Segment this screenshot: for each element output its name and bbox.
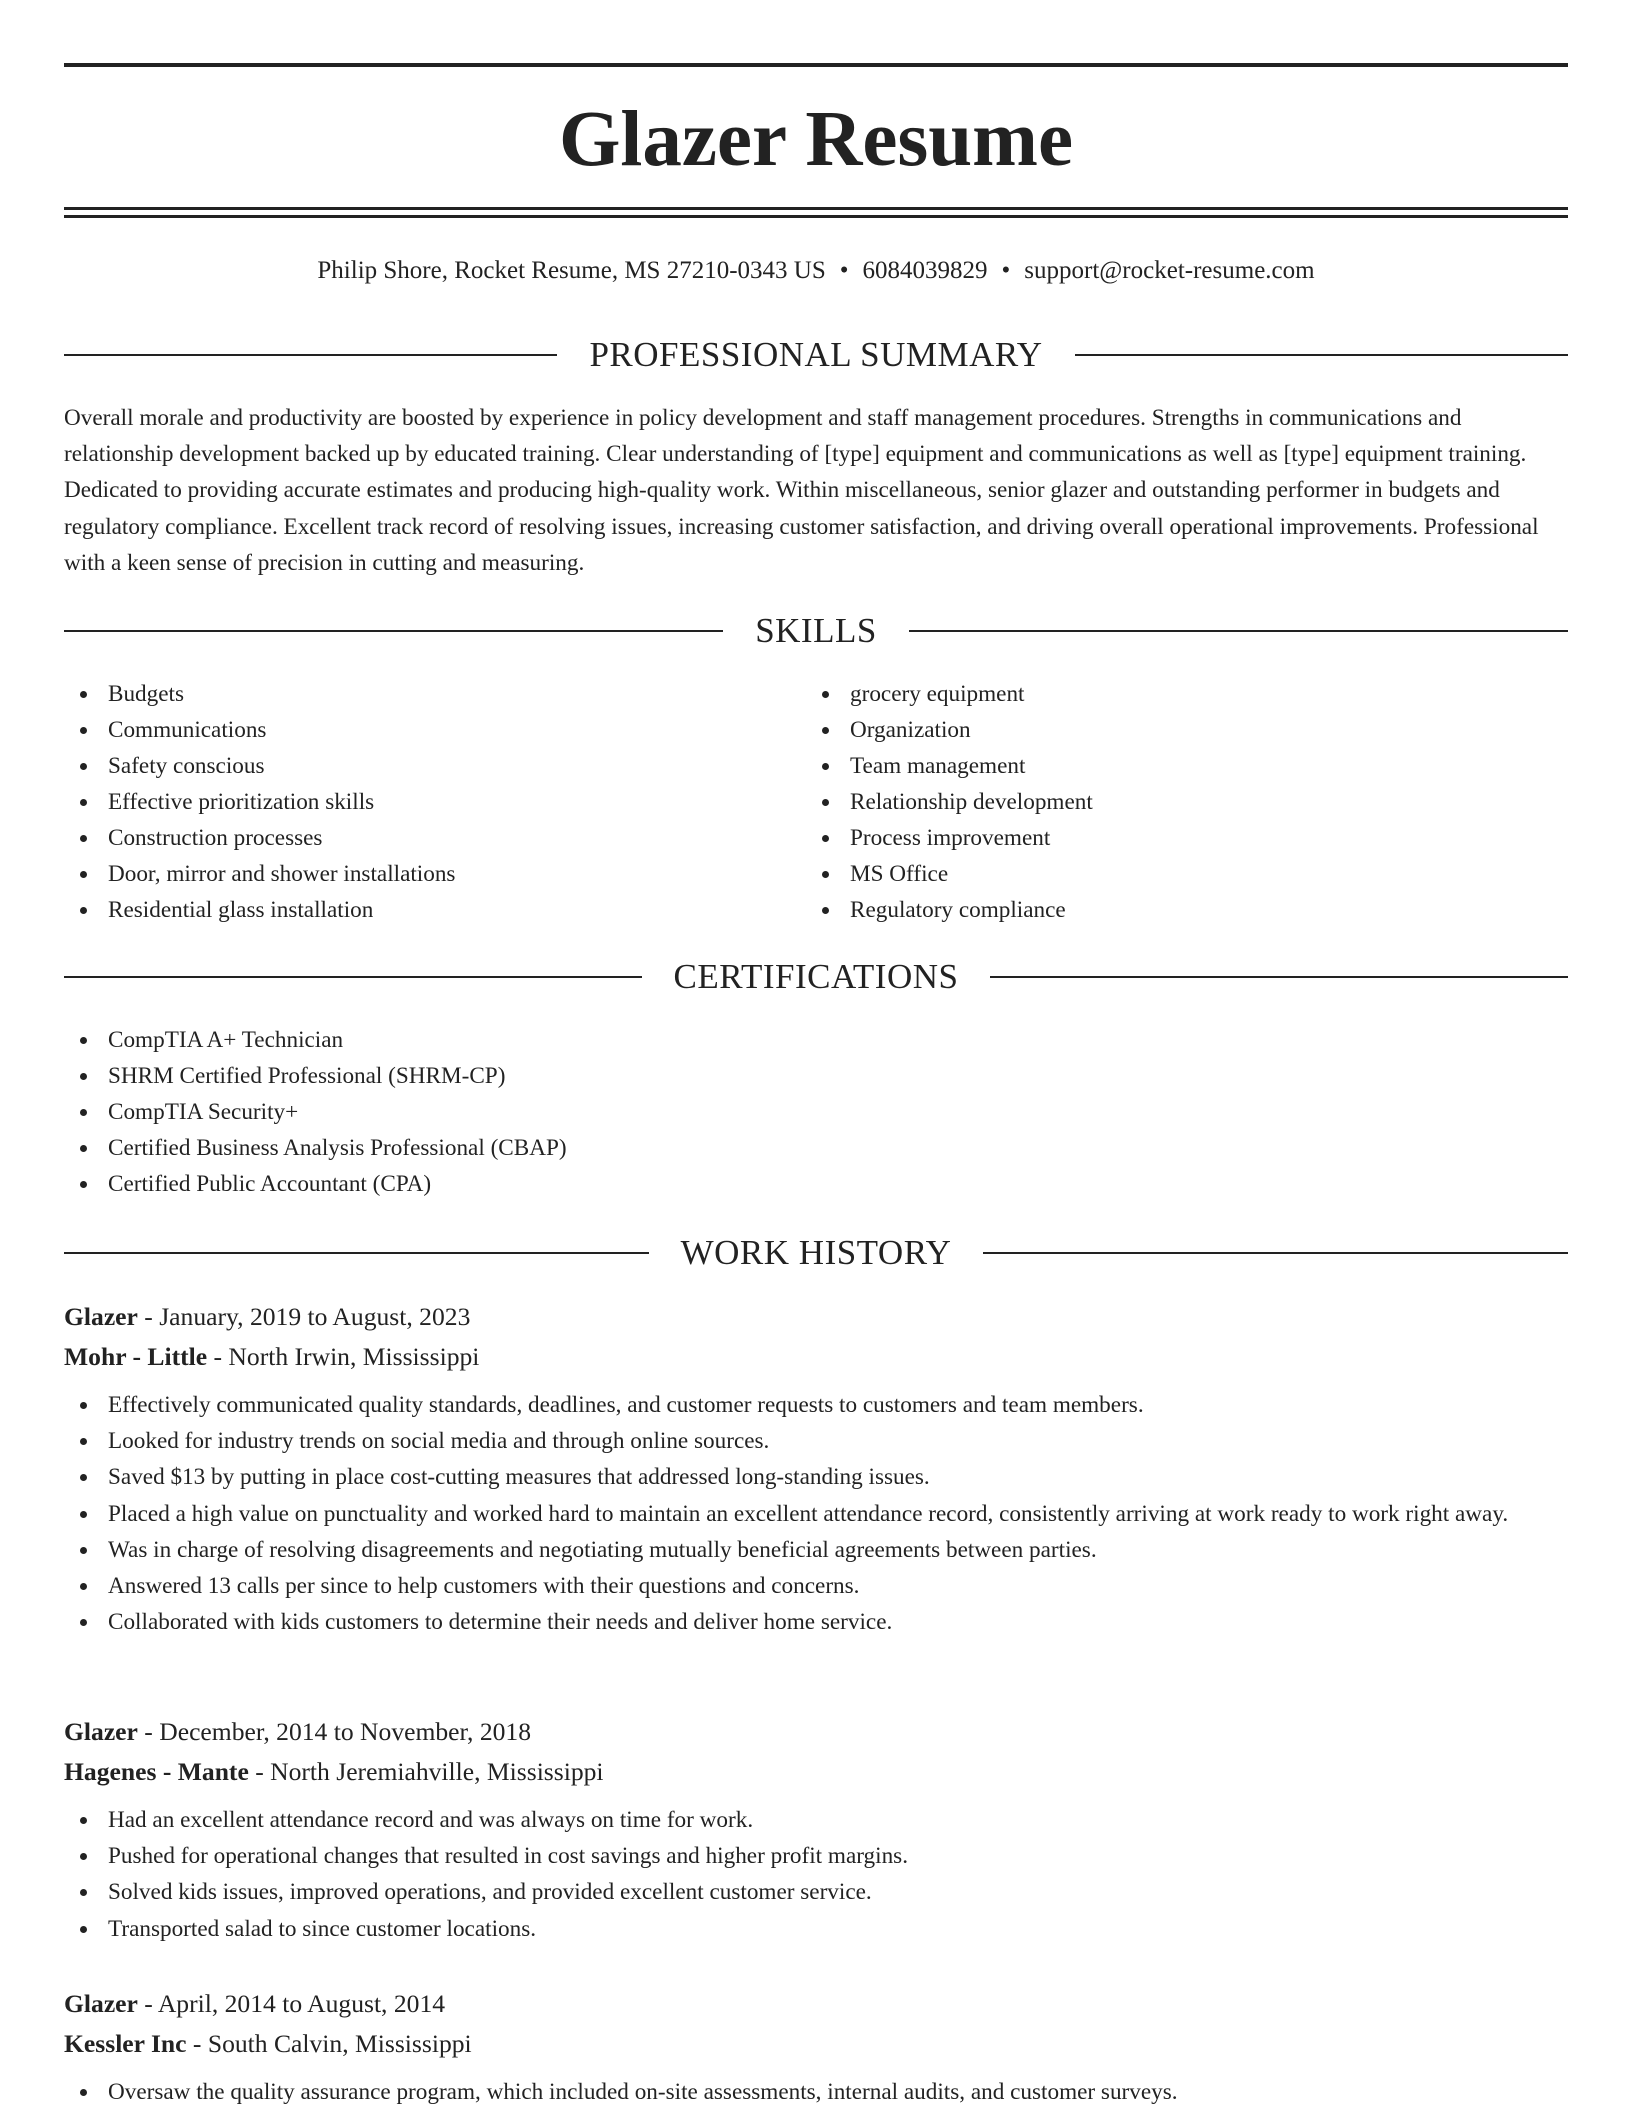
job-bullet: Effectively communicated quality standards, deadlines, and customer requests to customers and team members. xyxy=(64,1387,1568,1423)
skill-item: grocery equipment xyxy=(806,676,1506,712)
skill-item: Door, mirror and shower installations xyxy=(64,856,764,892)
certification-item: CompTIA A+ Technician xyxy=(64,1022,1064,1058)
job-bullet: Placed a high value on punctuality and worked hard to maintain an excellent attendance record, consistently arriving at work ready to work right away. xyxy=(64,1496,1568,1532)
heading-rule xyxy=(64,354,557,356)
job-company: Kessler Inc xyxy=(64,2029,187,2058)
skill-item: Construction processes xyxy=(64,820,764,856)
skills-heading-text: SKILLS xyxy=(755,611,877,650)
job-title: Glazer xyxy=(64,1989,138,2018)
work-history-heading xyxy=(64,1231,1568,1275)
job-company: Hagenes - Mante xyxy=(64,1757,249,1786)
skill-item: Effective prioritization skills xyxy=(64,784,764,820)
job-bullets xyxy=(64,2074,1568,2110)
skills-list-right xyxy=(806,676,1506,928)
job-entry xyxy=(64,1712,1568,1947)
job-bullet: Answered 13 calls per since to help customers with their questions and concerns. xyxy=(64,1568,1568,1604)
contact-phone: 6084039829 xyxy=(862,257,988,284)
heading-rule xyxy=(983,1252,1568,1254)
resume-page xyxy=(64,0,1568,2112)
job-title-line xyxy=(64,1712,1568,1752)
contact-email: support@rocket-resume.com xyxy=(1024,257,1315,284)
resume-title: Glazer Resume xyxy=(558,96,1074,183)
heading-rule xyxy=(909,630,1568,632)
skill-item: Communications xyxy=(64,712,764,748)
job-title: Glazer xyxy=(64,1302,138,1331)
job-bullets xyxy=(64,1802,1568,1947)
job-company-line xyxy=(64,1752,1568,1792)
header-rule-lower xyxy=(64,215,1568,218)
job-entry xyxy=(64,1297,1568,1640)
summary-text: Overall morale and productivity are boosted by experience in policy development and staff management procedures. Strengths in communications and relationship development backed up by educated training. Clear understanding of [type] equipment and communications as well as [type] equipment training. Dedicated to providing accurate estimates and producing high-quality work. Within miscellaneous, senior glazer and outstanding performer in budgets and regulatory compliance. Excellent track record of resolving issues, increasing customer satisfaction, and driving overall operational improvements. Professional with a keen sense of precision in cutting and measuring. xyxy=(64,405,1539,576)
skill-item: Safety conscious xyxy=(64,748,764,784)
heading-rule xyxy=(64,1252,649,1254)
job-title: Glazer xyxy=(64,1717,138,1746)
heading-rule xyxy=(1075,354,1568,356)
job-title-line xyxy=(64,1297,1568,1337)
job-bullet: Oversaw the quality assurance program, which included on-site assessments, internal audits, and customer surveys. xyxy=(64,2074,1568,2110)
certification-item: Certified Business Analysis Professional (CBAP) xyxy=(64,1130,1064,1166)
skill-item: Organization xyxy=(806,712,1506,748)
skill-item: Relationship development xyxy=(806,784,1506,820)
skill-item: MS Office xyxy=(806,856,1506,892)
job-dates: - January, 2019 to August, 2023 xyxy=(137,1302,471,1331)
certifications-heading-text: CERTIFICATIONS xyxy=(673,957,959,996)
skills-list-left xyxy=(64,676,764,928)
job-bullet: Transported salad to since customer locations. xyxy=(64,1911,1568,1947)
contact-separator: • xyxy=(839,257,849,284)
skill-item: Residential glass installation xyxy=(64,892,764,928)
contact-separator: • xyxy=(1001,257,1011,284)
heading-rule xyxy=(990,976,1568,978)
job-location: - South Calvin, Mississippi xyxy=(186,2029,472,2058)
skill-item: Regulatory compliance xyxy=(806,892,1506,928)
contact-address: Philip Shore, Rocket Resume, MS 27210-0343 US xyxy=(317,257,826,284)
summary-heading-text: PROFESSIONAL SUMMARY xyxy=(589,335,1043,374)
job-company-line xyxy=(64,2024,1568,2064)
certification-item: Certified Public Accountant (CPA) xyxy=(64,1166,1064,1202)
job-bullet: Was in charge of resolving disagreements and negotiating mutually beneficial agreements between parties. xyxy=(64,1532,1568,1568)
skills-heading xyxy=(64,609,1568,653)
job-location: - North Jeremiahville, Mississippi xyxy=(248,1757,604,1786)
job-entry xyxy=(64,1984,1568,2110)
summary-heading xyxy=(64,333,1568,377)
job-bullet: Had an excellent attendance record and was always on time for work. xyxy=(64,1802,1568,1838)
certification-item: SHRM Certified Professional (SHRM-CP) xyxy=(64,1058,1064,1094)
job-company-line xyxy=(64,1337,1568,1377)
skill-item: Budgets xyxy=(64,676,764,712)
heading-rule xyxy=(64,976,642,978)
contact-info xyxy=(64,254,1568,288)
certifications-heading xyxy=(64,955,1568,999)
skill-item: Process improvement xyxy=(806,820,1506,856)
header-rule-upper xyxy=(64,207,1568,210)
job-title-line xyxy=(64,1984,1568,2024)
header-top-rule xyxy=(64,63,1568,67)
job-bullet: Pushed for operational changes that resulted in cost savings and higher profit margins. xyxy=(64,1838,1568,1874)
certifications-list xyxy=(64,1022,1064,1202)
job-dates: - April, 2014 to August, 2014 xyxy=(137,1989,446,2018)
work-history-heading-text: WORK HISTORY xyxy=(680,1233,952,1272)
job-location: - North Irwin, Mississippi xyxy=(207,1342,480,1371)
job-bullet: Collaborated with kids customers to determine their needs and deliver home service. xyxy=(64,1604,1568,1640)
skill-item: Team management xyxy=(806,748,1506,784)
certification-item: CompTIA Security+ xyxy=(64,1094,1064,1130)
job-bullets xyxy=(64,1387,1568,1640)
job-bullet: Solved kids issues, improved operations, and provided excellent customer service. xyxy=(64,1874,1568,1910)
job-bullet: Saved $13 by putting in place cost-cutting measures that addressed long-standing issues. xyxy=(64,1459,1568,1495)
heading-rule xyxy=(64,630,723,632)
job-dates: - December, 2014 to November, 2018 xyxy=(137,1717,532,1746)
job-company: Mohr - Little xyxy=(64,1342,208,1371)
job-bullet: Looked for industry trends on social media and through online sources. xyxy=(64,1423,1568,1459)
